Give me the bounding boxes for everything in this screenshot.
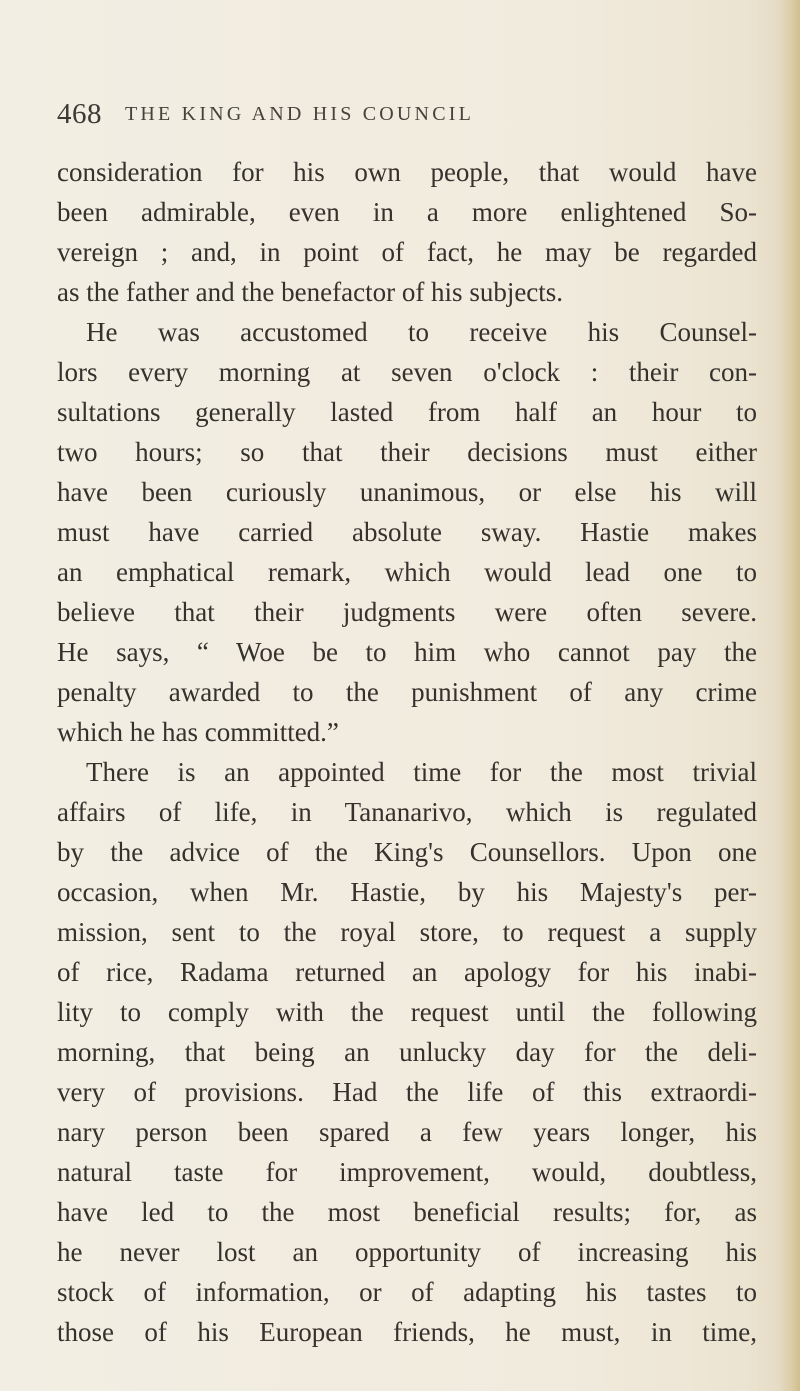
text-line: two hours; so that their decisions must either — [57, 437, 757, 467]
text-line: He says, “ Woe be to him who cannot pay the — [57, 637, 757, 667]
text-line: mission, sent to the royal store, to request a supply — [57, 917, 757, 947]
body-text — [57, 152, 757, 1352]
text-line: occasion, when Mr. Hastie, by his Majesty's per- — [57, 877, 757, 907]
text-line: natural taste for improvement, would, doubtless, — [57, 1157, 757, 1187]
text-line: morning, that being an unlucky day for the deli- — [57, 1037, 757, 1067]
text-line: penalty awarded to the punishment of any crime — [57, 677, 757, 707]
text-line: been admirable, even in a more enlightened So- — [57, 197, 757, 227]
text-line: as the father and the benefactor of his subjects. — [57, 277, 564, 307]
running-head: THE KING AND HIS COUNCIL — [125, 103, 475, 125]
text-line: believe that their judgments were often severe. — [57, 597, 757, 627]
text-line: nary person been spared a few years longer, his — [57, 1117, 757, 1147]
text-line: very of provisions. Had the life of this extraordi- — [57, 1077, 757, 1107]
text-line: There is an appointed time for the most trivial — [86, 757, 757, 787]
text-line: have been curiously unanimous, or else his will — [57, 477, 757, 507]
text-line: He was accustomed to receive his Counsel- — [86, 317, 757, 347]
text-line: vereign ; and, in point of fact, he may be regarded — [57, 237, 757, 267]
text-line: of rice, Radama returned an apology for his inabi- — [57, 957, 757, 987]
page-header — [57, 98, 757, 138]
text-line: an emphatical remark, which would lead one to — [57, 557, 757, 587]
text-line: affairs of life, in Tananarivo, which is regulated — [57, 797, 757, 827]
text-line: have led to the most beneficial results; for, as — [57, 1197, 757, 1227]
text-line: by the advice of the King's Counsellors. Upon one — [57, 837, 757, 867]
text-line: must have carried absolute sway. Hastie makes — [57, 517, 757, 547]
text-line: those of his European friends, he must, in time, — [57, 1317, 757, 1347]
text-line: he never lost an opportunity of increasing his — [57, 1237, 757, 1267]
page-number: 468 — [57, 98, 102, 130]
text-line: lity to comply with the request until the following — [57, 997, 757, 1027]
text-line: sultations generally lasted from half an hour to — [57, 397, 757, 427]
page-edge-shadow — [778, 0, 800, 1391]
text-line: lors every morning at seven o'clock : their con- — [57, 357, 757, 387]
text-line: which he has committed.” — [57, 717, 339, 747]
text-line: stock of information, or of adapting his tastes to — [57, 1277, 757, 1307]
text-line: consideration for his own people, that would have — [57, 157, 757, 187]
